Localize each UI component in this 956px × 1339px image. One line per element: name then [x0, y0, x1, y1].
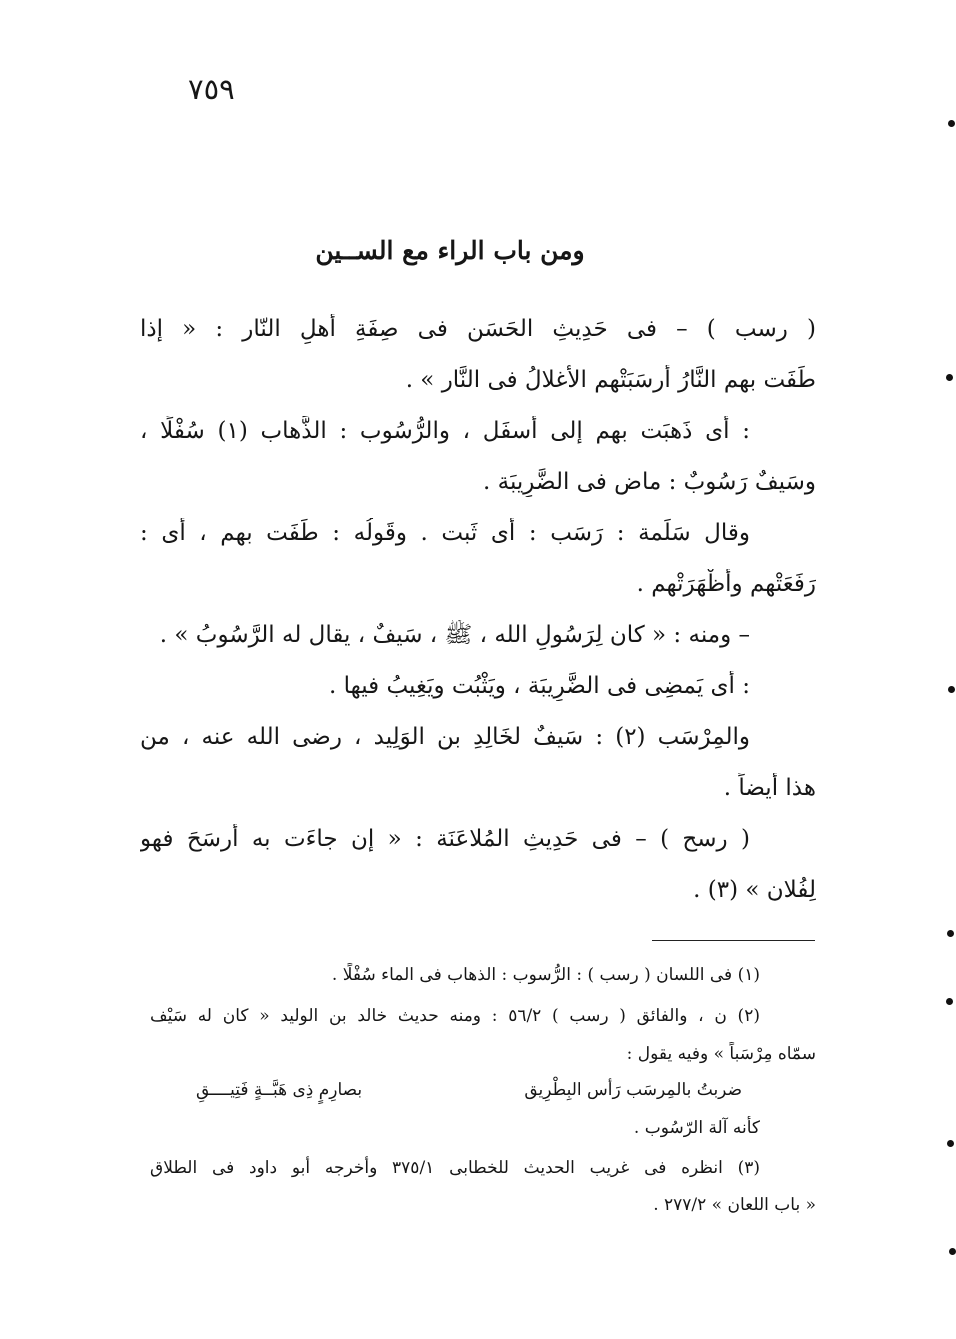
scan-edge-mark [948, 120, 955, 127]
footnote-line: « باب اللعان » ٢٧٧/٢ . [653, 1195, 816, 1215]
footnote-line: سمّاه مِرْسَباً » وفيه يقول : [626, 1044, 816, 1064]
body-line: ( رسح ) – فى حَدِيثِ المُلاعَنَة : « إن جاءَت به أَرسَحَ فهو [140, 826, 750, 852]
page-number: ٧٥٩ [188, 72, 235, 106]
body-line: : أى ذَهبَت بهم إلى أَسفَل ، والرُّسُوب : الذَّهاب (١) سُفْلًا ، [140, 418, 750, 444]
scan-edge-mark [948, 686, 955, 693]
scan-edge-mark [946, 998, 953, 1005]
footnote-line: (٢) ن ، والفائق ( رسب ) ٥٦/٢ : ومنه حديث خالد بن الوليد « كان له سَيْف [150, 1006, 760, 1026]
footnote-line: (٣) انظره فى غريب الحديث للخطابى ٣٧٥/١ وأخرجه أبو داود فى الطلاق [150, 1158, 760, 1178]
body-line: لِفُلان » (٣) . [693, 877, 816, 903]
scan-edge-mark [949, 1248, 956, 1255]
scan-edge-mark [947, 930, 954, 937]
verse-second-hemistich: بصارِمٍ ذِى هَبَّــةٍ فَتِيــــقِ [196, 1080, 363, 1100]
footnote-line: (١) فى اللسان ( رسب ) : الرُّسوب : الذهاب فى الماء سُفْلًا . [331, 965, 760, 985]
body-line: ( رسب ) – فى حَدِيثِ الحَسَن فى صِفَةِ أَهلِ النّار : « إذا [140, 316, 816, 342]
body-line: رَفَعَتْهم وأَظْهَرَتْهم . [636, 571, 816, 597]
body-line: وسَيفٌ رَسُوبٌ : ماضٍ فى الضَّرِيبَة . [483, 469, 816, 495]
body-line: والمِرْسَب (٢) : سَيفٌ لخَالِدِ بن الوَلِيد ، رضى الله عنه ، من [140, 724, 751, 750]
section-title: ومن باب الراء مع الســين [315, 236, 585, 265]
scan-edge-mark [947, 1140, 954, 1147]
body-line: – ومنه : « كان لِرَسُولِ الله ، ﷺ ، سَيفٌ ، يقال له الرَّسُوبُ » . [159, 622, 750, 648]
scan-edge-mark [946, 374, 953, 381]
footnote-line: كأنه آلة الرّسُوب . [633, 1118, 760, 1138]
verse-couplet [196, 1078, 742, 1102]
footnote-separator [652, 940, 815, 941]
body-line: وقال سَلَمة : رَسَب : أى ثَبت . وقَولُه : طَفَت بهم ، أى : [140, 520, 750, 546]
body-line: طَفَت بهم النَّارُ أَرسَبَتْهم الأَغلالُ فى النَّار » . [405, 367, 816, 393]
verse-first-hemistich: ضربتُ بالمِرسَب رَأس البِطْرِيق [524, 1080, 742, 1100]
body-line: : أى يَمضِى فى الضَّرِيبَة ، ويَثْبُت ويَغِيبُ فيها . [328, 673, 750, 699]
body-line: هذا أَيضاً . [723, 775, 816, 801]
